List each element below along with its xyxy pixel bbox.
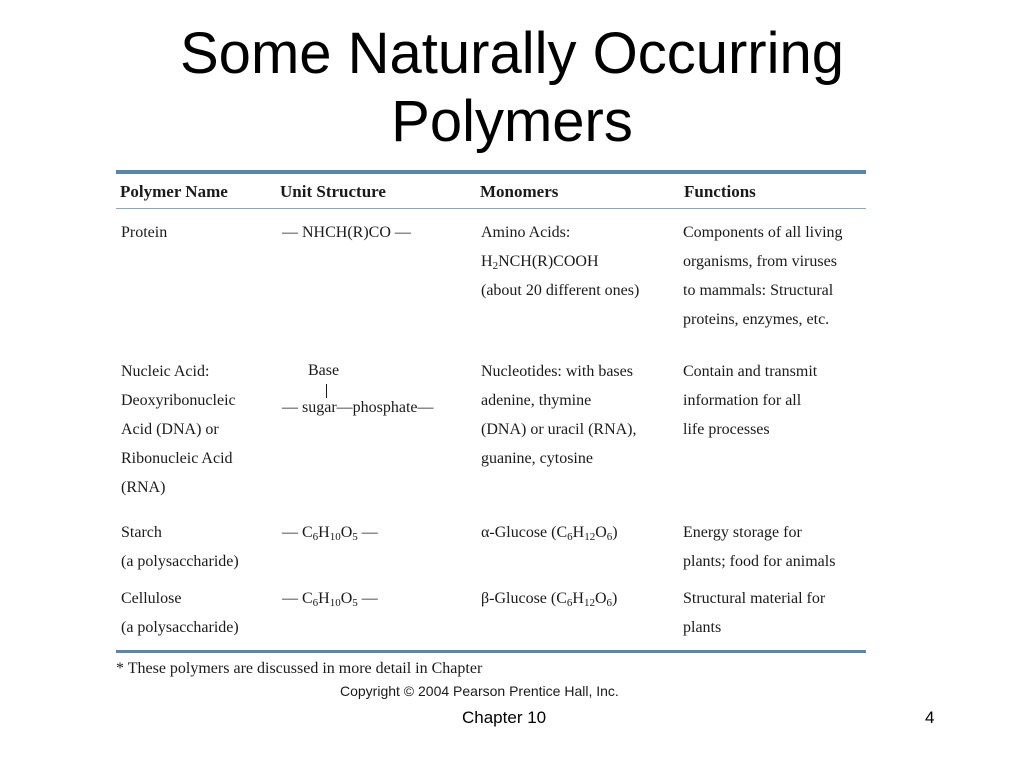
protein-function-line: to mammals: Structural xyxy=(683,282,834,299)
title-line-2: Polymers xyxy=(391,89,633,154)
starch-functions xyxy=(683,518,835,576)
formula-sub: 10 xyxy=(329,597,341,609)
starch-function-line: plants; food for animals xyxy=(683,553,836,570)
nucleic-monomer-line: guanine, cytosine xyxy=(481,450,593,467)
protein-monomer-line: (about 20 different ones) xyxy=(481,282,640,299)
formula-sub: 6 xyxy=(567,531,573,543)
formula-part: — C xyxy=(282,524,313,541)
formula-part: H xyxy=(481,253,493,270)
table-header xyxy=(116,174,866,209)
nucleic-function-line: life processes xyxy=(683,421,770,438)
protein-monomer-formula xyxy=(481,247,639,276)
formula-part: — xyxy=(357,524,378,541)
nucleic-functions xyxy=(683,357,817,444)
nucleic-monomer-line: (DNA) or uracil (RNA), xyxy=(481,421,637,438)
nucleic-name-line: Deoxyribonucleic xyxy=(121,392,236,409)
cellulose-unit xyxy=(282,584,378,613)
title-line-1: Some Naturally Occurring xyxy=(180,21,844,86)
nucleic-function-line: Contain and transmit xyxy=(683,363,818,380)
nucleic-monomer-line: Nucleotides: with bases xyxy=(481,363,633,380)
starch-name-line: Starch xyxy=(121,524,162,541)
formula-part: α-Glucose (C xyxy=(481,524,568,541)
protein-name-line: Protein xyxy=(121,224,168,241)
nucleic-name-line: (RNA) xyxy=(121,479,166,496)
formula-part: — xyxy=(357,590,378,607)
base-bond-line xyxy=(326,384,327,398)
cellulose-name-line: (a polysaccharide) xyxy=(121,619,239,636)
cellulose-function-line: Structural material for xyxy=(683,590,826,607)
protein-monomers xyxy=(481,218,639,305)
nucleic-function-line: information for all xyxy=(683,392,802,409)
cellulose-monomer xyxy=(481,584,617,613)
formula-sub: 6 xyxy=(566,597,573,609)
slide-title xyxy=(0,20,1024,156)
copyright-notice: Copyright © 2004 Pearson Prentice Hall, Inc. xyxy=(340,683,619,699)
cellulose-name-line: Cellulose xyxy=(121,590,182,607)
protein-function-line: Components of all living xyxy=(683,224,843,241)
nucleic-name-line: Acid (DNA) or xyxy=(121,421,219,438)
footer-chapter: Chapter 10 xyxy=(462,708,547,727)
starch-name xyxy=(121,518,239,576)
formula-part: ) xyxy=(612,590,618,607)
starch-unit xyxy=(282,518,378,547)
formula-sub: 12 xyxy=(583,597,595,609)
protein-unit: — NHCH(R)CO — xyxy=(282,224,411,241)
header-functions: Functions xyxy=(684,182,756,201)
footer-page-number: 4 xyxy=(925,708,935,727)
table-bottom-rule xyxy=(116,650,866,653)
formula-sub: 2 xyxy=(492,260,499,272)
formula-part: O xyxy=(340,590,353,607)
nucleic-name-line: Nucleic Acid: xyxy=(121,363,210,380)
formula-part: β-Glucose (C xyxy=(481,590,567,607)
formula-sub: 5 xyxy=(352,531,358,543)
formula-sub: 12 xyxy=(584,531,596,543)
formula-part: O xyxy=(595,524,607,541)
formula-part: — C xyxy=(282,590,313,607)
formula-part: ) xyxy=(612,524,618,541)
cellulose-functions xyxy=(683,584,825,642)
nucleic-monomers xyxy=(481,357,637,473)
header-monomers: Monomers xyxy=(480,182,559,201)
formula-sub: 6 xyxy=(606,597,613,609)
base-label: Base xyxy=(308,362,340,379)
nucleic-unit-structure xyxy=(282,362,472,422)
formula-sub: 6 xyxy=(312,531,319,543)
sugar-phosphate-chain: — sugar—phosphate— xyxy=(282,399,434,416)
starch-name-line: (a polysaccharide) xyxy=(121,553,239,570)
formula-part: H xyxy=(572,590,584,607)
formula-sub: 6 xyxy=(606,531,613,543)
nucleic-name-line: Ribonucleic Acid xyxy=(121,450,233,467)
formula-sub: 5 xyxy=(352,597,358,609)
protein-monomer-line: Amino Acids: xyxy=(481,224,571,241)
table-footnote: * These polymers are discussed in more detail in Chapter xyxy=(116,660,483,677)
protein-function-line: proteins, enzymes, etc. xyxy=(683,311,830,328)
protein-name xyxy=(121,218,167,247)
header-unit-structure: Unit Structure xyxy=(280,182,386,201)
formula-part: H xyxy=(572,524,585,541)
starch-monomer xyxy=(481,518,618,547)
protein-function-line: organisms, from viruses xyxy=(683,253,837,270)
nucleic-name xyxy=(121,357,236,502)
formula-sub: 10 xyxy=(329,531,341,543)
formula-sub: 6 xyxy=(312,597,319,609)
protein-functions xyxy=(683,218,843,334)
formula-part: H xyxy=(318,524,330,541)
formula-part: NCH(R)COOH xyxy=(498,253,599,270)
header-polymer-name: Polymer Name xyxy=(120,182,228,201)
formula-part: H xyxy=(318,590,330,607)
formula-part: O xyxy=(340,524,353,541)
cellulose-name xyxy=(121,584,239,642)
nucleic-monomer-line: adenine, thymine xyxy=(481,392,592,409)
cellulose-function-line: plants xyxy=(683,619,722,636)
starch-function-line: Energy storage for xyxy=(683,524,802,541)
formula-part: O xyxy=(594,590,607,607)
